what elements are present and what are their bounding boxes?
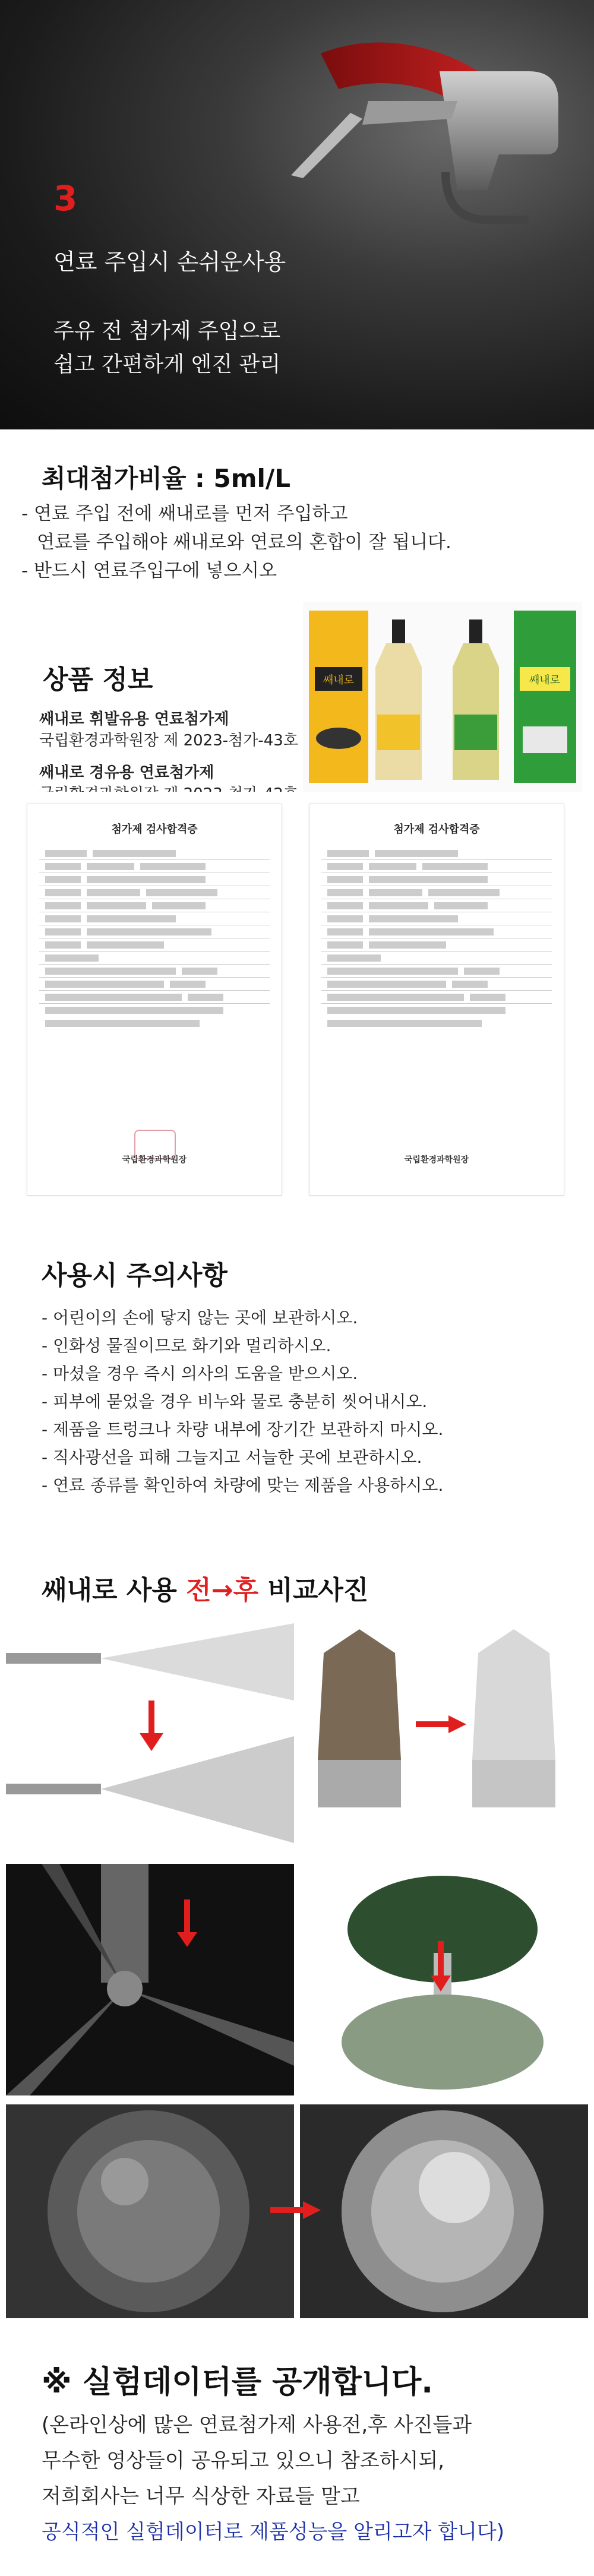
list-item: - 직사광선을 피해 그늘지고 서늘한 곳에 보관하시오. bbox=[42, 1447, 422, 1467]
list-item: - 반드시 연료주입구에 넣으시오 bbox=[21, 560, 277, 581]
svg-text:쌔내로: 쌔내로 bbox=[323, 674, 355, 687]
comparison-section bbox=[0, 1558, 594, 2330]
certificate-gasoline bbox=[27, 804, 282, 1196]
arrow-head-icon bbox=[303, 2201, 321, 2219]
injector-tip-comparison-image bbox=[300, 1617, 588, 1855]
hero-title: 연료 주입시 손쉬운사용 bbox=[53, 249, 286, 275]
product-info-section bbox=[0, 602, 594, 792]
hero-banner bbox=[0, 0, 594, 429]
notice-title: ※ 실험데이터를 공개합니다. bbox=[42, 2365, 434, 2400]
fuel-nozzle-image bbox=[249, 36, 582, 285]
piston-comparison-image bbox=[300, 1864, 588, 2095]
chamber-after-image bbox=[300, 2104, 588, 2318]
list-item: - 인화성 물질이므로 화기와 멀리하시오. bbox=[42, 1336, 331, 1355]
list-item: - 피부에 묻었을 경우 비누와 물로 충분히 씻어내시오. bbox=[42, 1392, 428, 1411]
caution-list bbox=[42, 1304, 443, 1499]
hero-description: 주유 전 첨가제 주입으로 쉽고 간편하게 엔진 관리 bbox=[53, 319, 281, 377]
ratio-title: 최대첨가비율 : 5ml/L bbox=[42, 464, 290, 493]
notice-line: (온라인상에 많은 연료첨가제 사용전,후 사진들과 bbox=[42, 2413, 472, 2437]
product-item-gasoline: 쌔내로 휘발유용 연료첨가제 국립환경과학원장 제 2023-첨가-43호 bbox=[39, 710, 298, 750]
list-item: - 연료 주입 전에 쌔내로를 먼저 주입하고 bbox=[21, 503, 348, 524]
notice-line: 무수한 영상들이 공유되고 있으니 참조하시되, bbox=[42, 2449, 445, 2473]
comparison-title: 쌔내로 사용 전→후 비교사진 bbox=[42, 1575, 369, 1605]
list-item: - 연료 종류를 확인하여 차량에 맞는 제품을 사용하시오. bbox=[42, 1475, 444, 1495]
svg-text:쌔내로: 쌔내로 bbox=[529, 674, 561, 687]
notice-line: 저희회사는 너무 식상한 자료들 말고 bbox=[42, 2485, 360, 2508]
red-arrow-icon bbox=[270, 2207, 306, 2213]
caution-section bbox=[0, 1208, 594, 1558]
list-item: - 제품을 트렁크나 차량 내부에 장기간 보관하지 마시오. bbox=[42, 1420, 444, 1439]
notice-highlight: 공식적인 실험데이터로 제품성능을 알리고자 합니다) bbox=[42, 2520, 505, 2544]
section-number: 3 bbox=[53, 178, 78, 219]
list-item: - 어린이의 손에 닿지 않는 곳에 보관하시오. bbox=[42, 1308, 358, 1327]
spray-comparison-image bbox=[6, 1617, 294, 1855]
certificates-section bbox=[0, 792, 594, 1208]
list-item: 연료를 주입해야 쌔내로와 연료의 혼합이 잘 됩니다. bbox=[37, 532, 451, 553]
product-photo bbox=[303, 602, 582, 792]
certificate-title: 첨가제 검사합격증 bbox=[111, 823, 198, 836]
product-item-diesel: 쌔내로 경유용 연료첨가제 bbox=[39, 764, 214, 782]
list-item: - 마셨을 경우 즉시 의사의 도움을 받으시오. bbox=[42, 1364, 358, 1383]
ratio-section bbox=[0, 429, 594, 602]
certificate-title: 첨가제 검사합격증 bbox=[393, 823, 480, 836]
injector-closeup-image bbox=[6, 1864, 294, 2095]
certificate-diesel bbox=[309, 804, 564, 1196]
experiment-notice-section bbox=[0, 2330, 594, 2576]
chamber-before-image bbox=[6, 2104, 294, 2318]
product-info-title: 상품 정보 bbox=[43, 665, 153, 695]
ratio-list bbox=[21, 500, 451, 585]
certificate-issuer: 국립환경과학원장 bbox=[122, 1155, 187, 1165]
certificate-issuer: 국립환경과학원장 bbox=[404, 1155, 469, 1165]
caution-title: 사용시 주의사항 bbox=[42, 1260, 228, 1291]
